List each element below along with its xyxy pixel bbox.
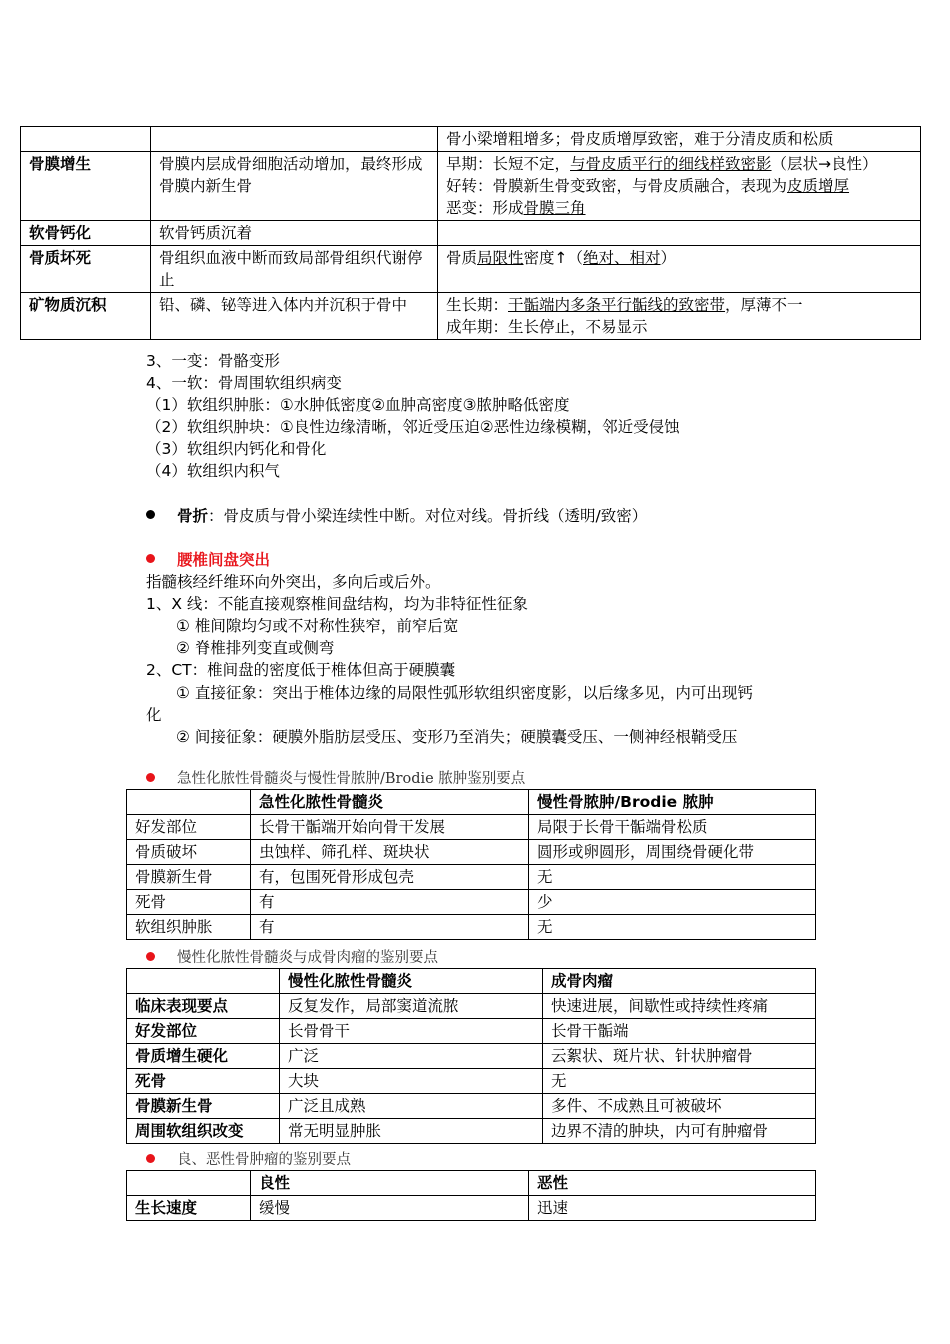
- text-line: ① 直接征象：突出于椎体边缘的局限性弧形软组织密度影，以后缘多见，内可出现钙: [176, 684, 753, 702]
- text-line: （2）软组织肿块：①良性边缘清晰，邻近受压迫②恶性边缘模糊，邻近受侵蚀: [146, 418, 680, 436]
- disc-title: 腰椎间盘突出: [177, 551, 271, 569]
- row-header: 生长速度: [127, 1196, 251, 1221]
- table-cell: 有: [251, 890, 529, 915]
- row-header: 骨质破坏: [127, 840, 251, 865]
- table-cell: 长骨骨干: [280, 1019, 543, 1044]
- table-cell: 边界不清的肿块，内可有肿瘤骨: [543, 1119, 816, 1144]
- table-cell: 有: [251, 915, 529, 940]
- text-line: （4）软组织内积气: [146, 462, 280, 480]
- table-row: [127, 1094, 816, 1119]
- column-header: 良性: [251, 1171, 529, 1196]
- table-cell: 早期：长短不定，与骨皮质平行的细线样致密影（层状→良性） 好转：骨膜新生骨变致密，与骨皮质融合，表现为皮质增厚 恶变：形成骨膜三角: [438, 152, 921, 221]
- osteomyelitis-osteosarcoma-table: [126, 968, 816, 1144]
- column-header: 慢性化脓性骨髓炎: [280, 969, 543, 994]
- table-cell: 常无明显肿胀: [280, 1119, 543, 1144]
- table-row: [21, 127, 921, 152]
- table-cell: 骨质局限性密度↑（绝对、相对）: [438, 246, 921, 293]
- text-line: ② 间接征象：硬膜外脂肪层受压、变形乃至消失；硬膜囊受压、一侧神经根鞘受压: [176, 728, 738, 746]
- table-cell: [438, 221, 921, 246]
- table-row: [21, 152, 921, 221]
- bullet-icon: [146, 1154, 155, 1163]
- disc-heading: [146, 549, 270, 571]
- table-cell: 大块: [280, 1069, 543, 1094]
- table-row: [127, 1196, 816, 1221]
- table-cell: [151, 127, 438, 152]
- column-header: [127, 969, 280, 994]
- text-line: 3、一变：骨骼变形: [146, 352, 280, 370]
- column-header: 恶性: [529, 1171, 816, 1196]
- bullet-icon: [146, 510, 155, 519]
- text-line: 1、X 线：不能直接观察椎间盘结构，均为非特征性征象: [146, 595, 528, 613]
- bullet-icon: [146, 773, 155, 782]
- text-line: （3）软组织内钙化和骨化: [146, 440, 327, 458]
- fracture-title: 骨折: [177, 507, 209, 525]
- table-cell: 局限于长骨干骺端骨松质: [529, 815, 816, 840]
- table-cell: 多件、不成熟且可被破坏: [543, 1094, 816, 1119]
- bone-tumor-table: [126, 1170, 816, 1221]
- row-header: 骨膜新生骨: [127, 1094, 280, 1119]
- table-row: [127, 865, 816, 890]
- row-header: 好发部位: [127, 1019, 280, 1044]
- column-header: 慢性骨脓肿/Brodie 脓肿: [529, 790, 816, 815]
- table-row: [127, 1044, 816, 1069]
- text-line: ② 脊椎排列变直或侧弯: [176, 639, 335, 657]
- table-row: [127, 1019, 816, 1044]
- row-header: 骨质增生硬化: [127, 1044, 280, 1069]
- table-cell: 少: [529, 890, 816, 915]
- row-header: 软骨钙化: [21, 221, 151, 246]
- table-cell: 骨组织血液中断而致局部骨组织代谢停止: [151, 246, 438, 293]
- table-row: [127, 890, 816, 915]
- row-header: 临床表现要点: [127, 994, 280, 1019]
- table-row: [127, 840, 816, 865]
- table-header-row: [127, 969, 816, 994]
- table-cell: 长骨干骺端开始向骨干发展: [251, 815, 529, 840]
- bullet-icon: [146, 554, 155, 563]
- table-header-row: [127, 790, 816, 815]
- column-header: 急性化脓性骨髓炎: [251, 790, 529, 815]
- row-header: 死骨: [127, 890, 251, 915]
- table-cell: 长骨干骺端: [543, 1019, 816, 1044]
- imaging-signs-table: [20, 126, 921, 340]
- table-cell: 圆形或卵圆形，周围绕骨硬化带: [529, 840, 816, 865]
- table-row: [127, 1069, 816, 1094]
- bullet-icon: [146, 952, 155, 961]
- row-header: 骨膜新生骨: [127, 865, 251, 890]
- osteomyelitis-abscess-table: [126, 789, 816, 940]
- row-header: 骨膜增生: [21, 152, 151, 221]
- text-line: ① 椎间隙均匀或不对称性狭窄，前窄后宽: [176, 617, 459, 635]
- table-row: [21, 293, 921, 340]
- table-cell: 骨小梁增粗增多；骨皮质增厚致密，难于分清皮质和松质: [438, 127, 921, 152]
- table-cell: 骨膜内层成骨细胞活动增加，最终形成骨膜内新生骨: [151, 152, 438, 221]
- table-cell: 无: [529, 865, 816, 890]
- table-cell: 缓慢: [251, 1196, 529, 1221]
- fracture-text: ：骨皮质与骨小梁连续性中断。对位对线。骨折线（透明/致密）: [208, 507, 648, 525]
- table-cell: 广泛且成熟: [280, 1094, 543, 1119]
- row-header: 周围软组织改变: [127, 1119, 280, 1144]
- column-header: 成骨肉瘤: [543, 969, 816, 994]
- text-line: 指髓核经纤维环向外突出，多向后或后外。: [146, 573, 441, 591]
- column-header: [127, 1171, 251, 1196]
- text-line: （1）软组织肿胀：①水肿低密度②血肿高密度③脓肿略低密度: [146, 396, 570, 414]
- table-cell: 无: [529, 915, 816, 940]
- table2-caption: 急性化脓性骨髓炎与慢性骨脓肿/Brodie 脓肿鉴别要点: [146, 768, 525, 790]
- column-header: [127, 790, 251, 815]
- table-cell: 快速进展，间歇性或持续性疼痛: [543, 994, 816, 1019]
- row-header: 骨质坏死: [21, 246, 151, 293]
- row-header: 好发部位: [127, 815, 251, 840]
- table-cell: 迅速: [529, 1196, 816, 1221]
- table-cell: 反复发作，局部窦道流脓: [280, 994, 543, 1019]
- table-row: [127, 994, 816, 1019]
- table-row: [21, 221, 921, 246]
- row-header: 软组织肿胀: [127, 915, 251, 940]
- table-cell: 虫蚀样、筛孔样、斑块状: [251, 840, 529, 865]
- text-line: 2、CT：椎间盘的密度低于椎体但高于硬膜囊: [146, 661, 456, 679]
- table-cell: 生长期：干骺端内多条平行骺线的致密带，厚薄不一 成年期：生长停止，不易显示: [438, 293, 921, 340]
- text-line: 化: [146, 706, 162, 724]
- table-cell: 软骨钙质沉着: [151, 221, 438, 246]
- table-cell: 铅、磷、铋等进入体内并沉积于骨中: [151, 293, 438, 340]
- table-header-row: [127, 1171, 816, 1196]
- table-cell: 有，包围死骨形成包壳: [251, 865, 529, 890]
- row-header: 死骨: [127, 1069, 280, 1094]
- table-row: [127, 1119, 816, 1144]
- row-header: 矿物质沉积: [21, 293, 151, 340]
- fracture-item: [146, 505, 647, 527]
- table-cell: 广泛: [280, 1044, 543, 1069]
- table-row: [127, 915, 816, 940]
- table-row: [21, 246, 921, 293]
- table4-caption: 良、恶性骨肿瘤的鉴别要点: [146, 1149, 351, 1171]
- table-cell: 无: [543, 1069, 816, 1094]
- table-row: [127, 815, 816, 840]
- table-cell: [21, 127, 151, 152]
- table-cell: 云絮状、斑片状、针状肿瘤骨: [543, 1044, 816, 1069]
- text-line: 4、一软：骨周围软组织病变: [146, 374, 342, 392]
- table3-caption: 慢性化脓性骨髓炎与成骨肉瘤的鉴别要点: [146, 947, 438, 969]
